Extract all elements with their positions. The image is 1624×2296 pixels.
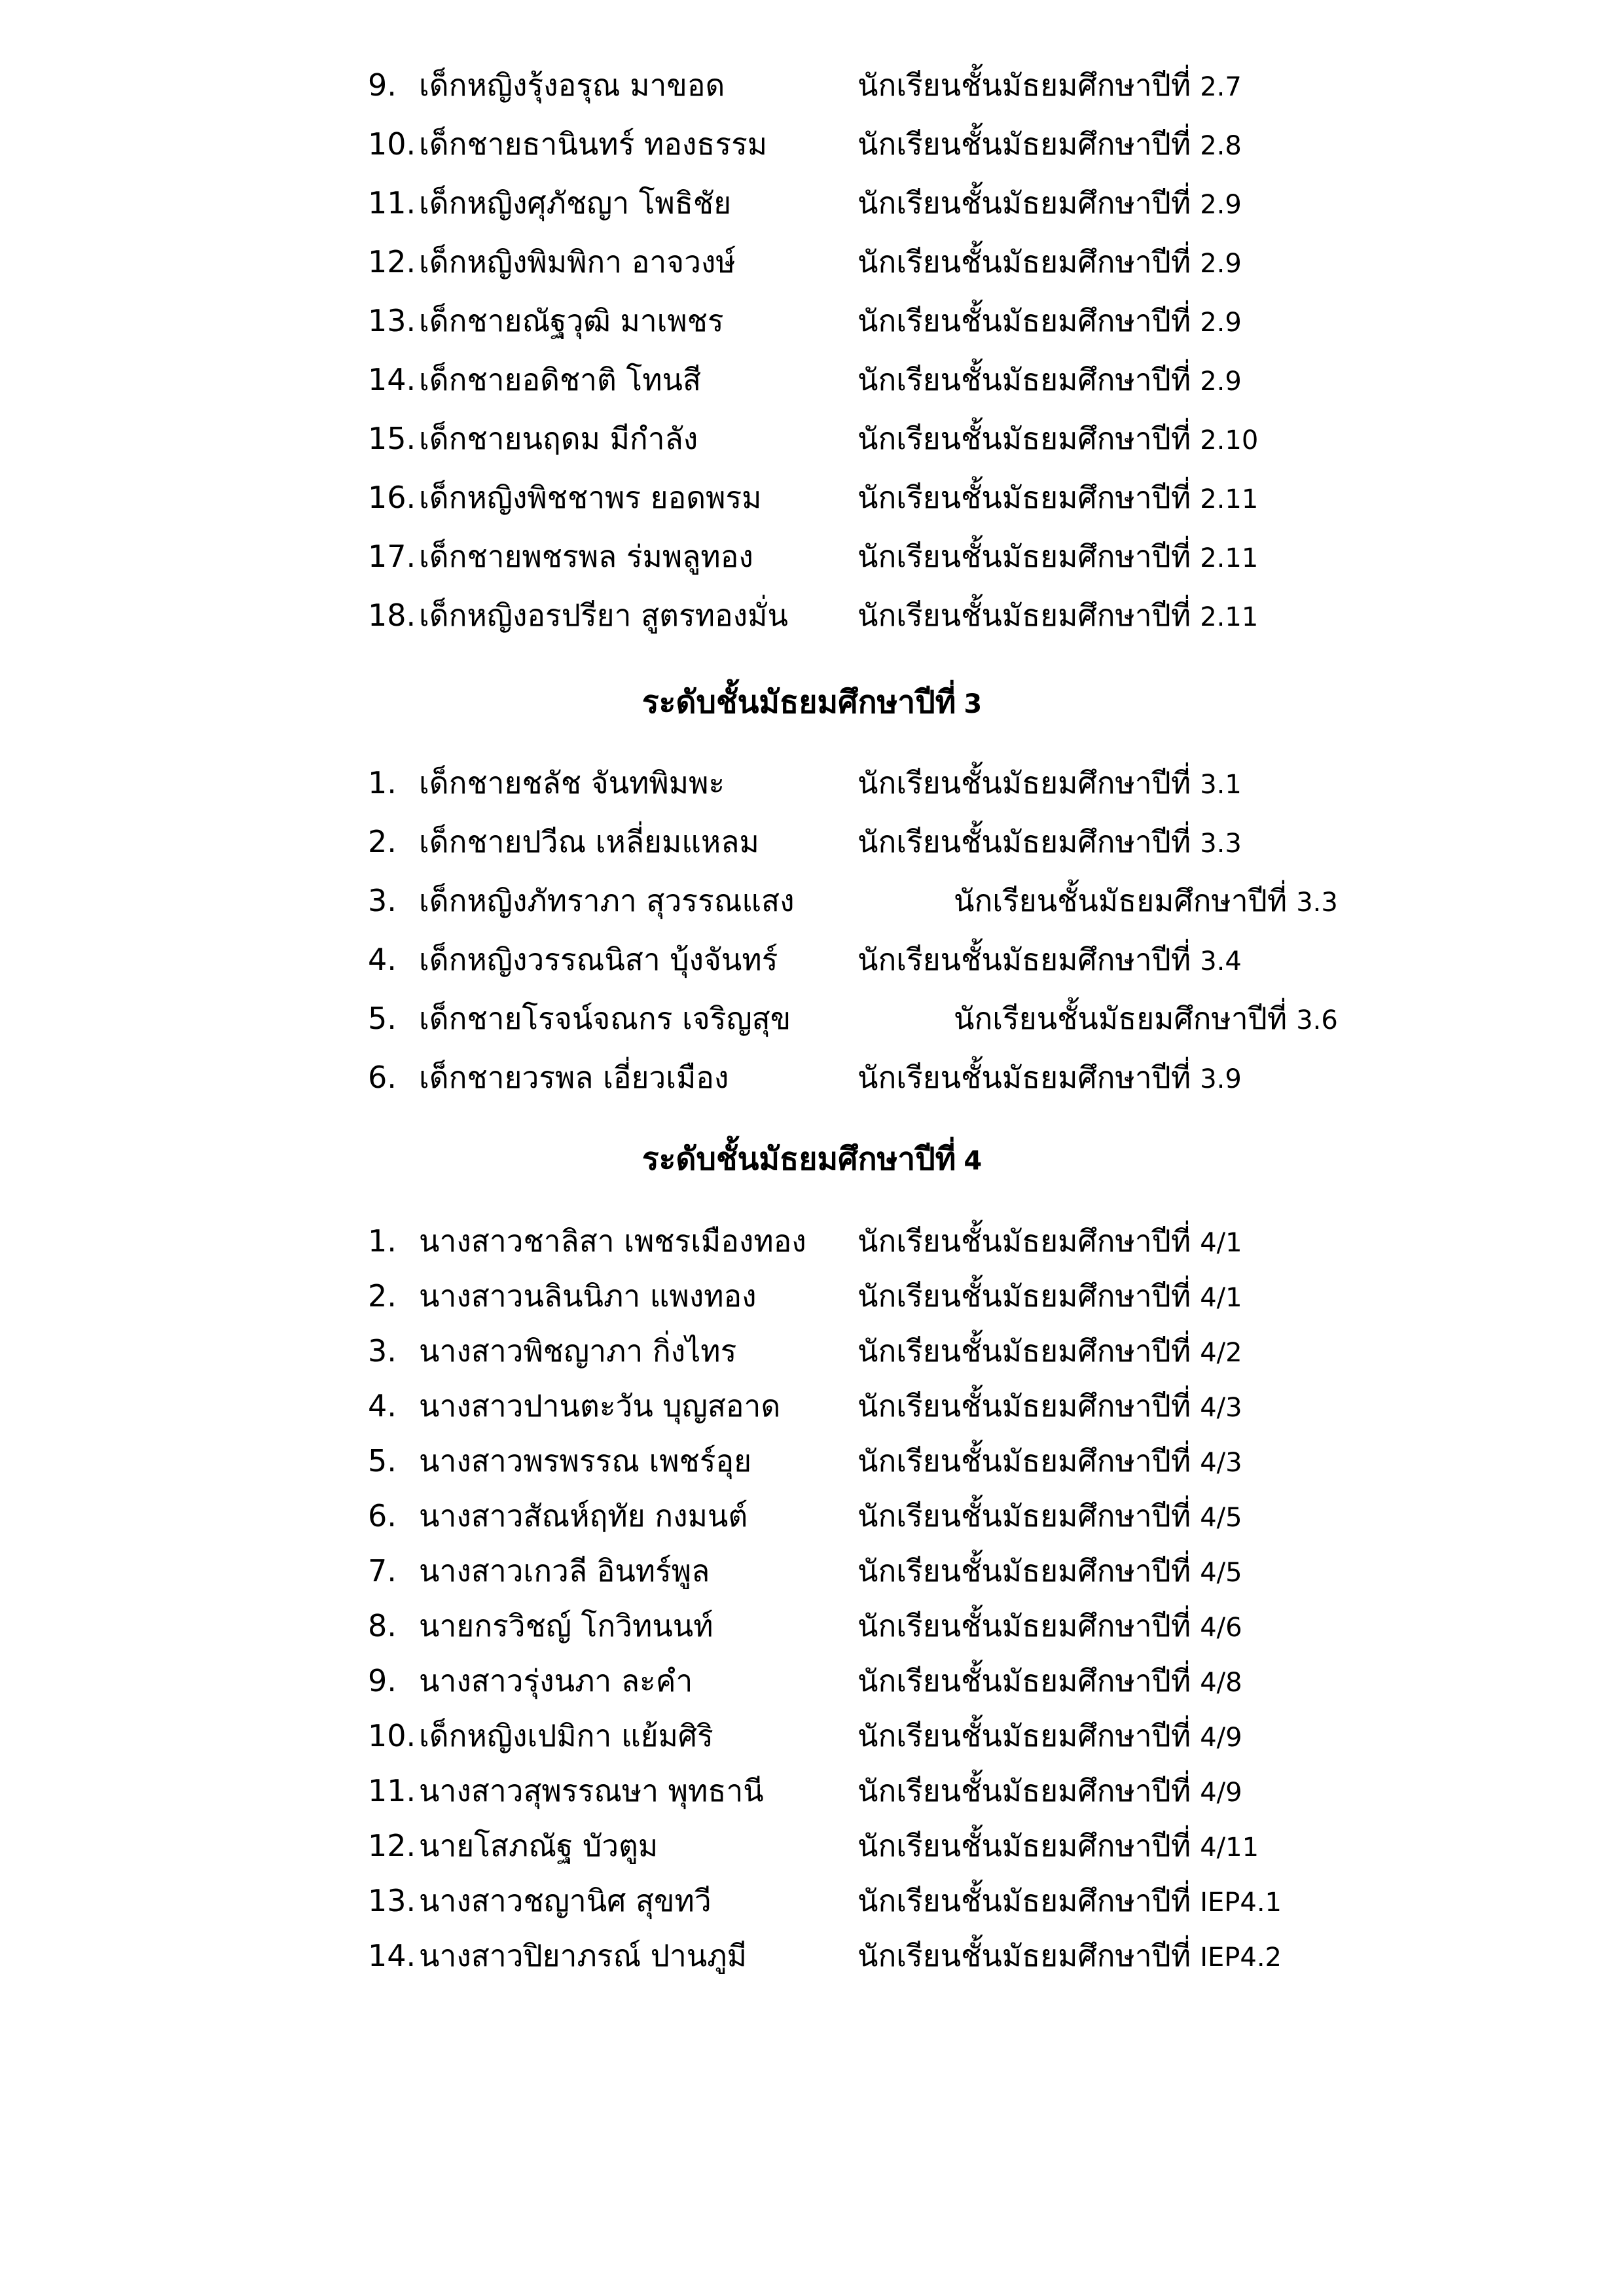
student-name: นางสาวสุพรรณษา พุทธานี — [419, 1773, 764, 1808]
item-number: 1. — [368, 1223, 397, 1259]
student-name: นางสาวปิยาภรณ์ ปานภูมี — [419, 1938, 747, 1973]
item-number: 14. — [368, 362, 416, 397]
class-text: นักเรียนชั้นมัธยมศึกษาปีที่ — [857, 421, 1191, 456]
student-name: เด็กหญิงรุ้งอรุณ มาขอด — [419, 67, 725, 103]
class-code: 2.9 — [1200, 308, 1242, 338]
class-code: 3.1 — [1200, 770, 1242, 800]
item-number: 10. — [368, 126, 416, 162]
class-text: นักเรียนชั้นมัธยมศึกษาปีที่ — [857, 1883, 1191, 1918]
student-name: เด็กหญิงอรปรียา สูตรทองมั่น — [419, 598, 788, 633]
class-code: 2.8 — [1200, 131, 1242, 161]
student-name: เด็กหญิงวรรณนิสา บุ้งจันทร์ — [419, 942, 778, 977]
item-number: 8. — [368, 1608, 397, 1643]
list-item — [0, 528, 1624, 585]
list-item — [0, 1817, 1624, 1874]
class-label — [954, 872, 1338, 931]
class-code: 3.9 — [1200, 1064, 1242, 1094]
class-label — [857, 1762, 1242, 1821]
item-number: 15. — [368, 421, 416, 456]
student-name: เด็กชายณัฐวุฒิ มาเพชร — [419, 303, 724, 338]
item-number: 1. — [368, 765, 397, 800]
item-number: 7. — [368, 1553, 397, 1588]
class-text: นักเรียนชั้นมัธยมศึกษาปีที่ — [857, 1553, 1191, 1588]
class-text: นักเรียนชั้นมัธยมศึกษาปีที่ — [857, 765, 1191, 800]
class-label — [857, 1817, 1259, 1876]
class-label — [857, 1487, 1242, 1547]
class-code: 2.7 — [1200, 72, 1242, 102]
class-text: นักเรียนชั้นมัธยมศึกษาปีที่ — [857, 185, 1191, 221]
item-number: 13. — [368, 303, 416, 338]
heading-text: ระดับชั้นมัธยมศึกษาปีที่ — [641, 684, 956, 721]
student-name: เด็กหญิงศุภัชญา โพธิชัย — [419, 185, 732, 221]
student-name: เด็กชายนฤดม มีกำลัง — [419, 421, 698, 456]
class-label — [954, 990, 1338, 1049]
list-item — [0, 1267, 1624, 1325]
class-text: นักเรียนชั้นมัธยมศึกษาปีที่ — [857, 244, 1191, 279]
list-item — [0, 754, 1624, 812]
item-number: 17. — [368, 539, 416, 574]
list-item — [0, 1597, 1624, 1655]
list-item — [0, 1377, 1624, 1435]
class-label — [857, 1927, 1282, 1986]
item-number: 9. — [368, 1663, 397, 1698]
class-text: นักเรียนชั้นมัธยมศึกษาปีที่ — [954, 883, 1288, 918]
class-code: 4/9 — [1200, 1778, 1242, 1808]
class-label — [857, 410, 1258, 469]
item-number: 12. — [368, 1828, 416, 1863]
class-text: นักเรียนชั้นมัธยมศึกษาปีที่ — [857, 1060, 1191, 1095]
item-number: 2. — [368, 824, 397, 859]
class-label — [857, 528, 1258, 587]
class-code: 4/1 — [1200, 1228, 1242, 1258]
list-item — [0, 1212, 1624, 1270]
item-number: 14. — [368, 1938, 416, 1973]
class-text: นักเรียนชั้นมัธยมศึกษาปีที่ — [954, 1001, 1288, 1036]
list-item — [0, 1542, 1624, 1600]
item-number: 5. — [368, 1001, 397, 1036]
student-name: นางสาวรุ่งนภา ละคำ — [419, 1663, 693, 1698]
list-item — [0, 1049, 1624, 1106]
class-code: 4/9 — [1200, 1723, 1242, 1753]
list-item — [0, 351, 1624, 408]
student-name: เด็กชายพชรพล ร่มพลูทอง — [419, 539, 753, 574]
class-label — [857, 1542, 1242, 1602]
class-label — [857, 586, 1258, 646]
class-code: 3.4 — [1200, 946, 1242, 977]
student-name: นางสาวพิชญาภา กิ่งไทร — [419, 1333, 737, 1369]
class-text: นักเรียนชั้นมัธยมศึกษาปีที่ — [857, 1498, 1191, 1534]
list-item — [0, 1432, 1624, 1490]
class-label — [857, 1049, 1242, 1108]
list-item — [0, 1652, 1624, 1710]
student-name: นางสาวชาลิสา เพชรเมืองทอง — [419, 1223, 806, 1259]
student-name: เด็กหญิงพิชชาพร ยอดพรม — [419, 480, 762, 515]
class-label — [857, 115, 1242, 175]
class-code: IEP4.1 — [1200, 1888, 1282, 1918]
item-number: 11. — [368, 1773, 416, 1808]
list-item — [0, 586, 1624, 644]
class-text: นักเรียนชั้นมัธยมศึกษาปีที่ — [857, 480, 1191, 515]
class-code: 4/5 — [1200, 1558, 1242, 1588]
class-text: นักเรียนชั้นมัธยมศึกษาปีที่ — [857, 1608, 1191, 1643]
class-text: นักเรียนชั้นมัธยมศึกษาปีที่ — [857, 942, 1191, 977]
section-heading — [0, 1130, 1624, 1191]
class-label — [857, 1322, 1242, 1382]
item-number: 5. — [368, 1443, 397, 1479]
class-code: 4/3 — [1200, 1393, 1242, 1423]
class-code: 3.6 — [1296, 1005, 1338, 1035]
class-label — [857, 233, 1242, 293]
student-name: นางสาวนลินนิภา แพงทอง — [419, 1278, 757, 1314]
class-text: นักเรียนชั้นมัธยมศึกษาปีที่ — [857, 126, 1191, 162]
class-label — [857, 1597, 1242, 1657]
list-item — [0, 233, 1624, 291]
class-code: IEP4.2 — [1200, 1943, 1282, 1973]
class-code: 4/2 — [1200, 1338, 1242, 1368]
class-code: 2.11 — [1200, 602, 1259, 632]
student-name: เด็กหญิงภัทราภา สุวรรณแสง — [419, 883, 795, 918]
class-text: นักเรียนชั้นมัธยมศึกษาปีที่ — [857, 598, 1191, 633]
student-name: นางสาวชญานิศ สุขทวี — [419, 1883, 712, 1918]
item-number: 9. — [368, 67, 397, 103]
list-item — [0, 292, 1624, 350]
class-label — [857, 1707, 1242, 1767]
class-text: นักเรียนชั้นมัธยมศึกษาปีที่ — [857, 67, 1191, 103]
class-label — [857, 1652, 1242, 1712]
class-label — [857, 292, 1242, 351]
student-name: นายกรวิชญ์ โกวิทนนท์ — [419, 1608, 713, 1643]
student-name: เด็กหญิงเปมิกา แย้มศิริ — [419, 1718, 713, 1753]
student-name: เด็กชายโรจน์จณกร เจริญสุข — [419, 1001, 791, 1036]
heading-level: 4 — [964, 1146, 983, 1176]
class-label — [857, 1377, 1242, 1437]
item-number: 6. — [368, 1498, 397, 1534]
class-text: นักเรียนชั้นมัธยมศึกษาปีที่ — [857, 1278, 1191, 1314]
item-number: 4. — [368, 942, 397, 977]
heading-text: ระดับชั้นมัธยมศึกษาปีที่ — [641, 1141, 956, 1177]
item-number: 18. — [368, 598, 416, 633]
class-code: 4/6 — [1200, 1613, 1242, 1643]
list-item — [0, 872, 1624, 929]
item-number: 10. — [368, 1718, 416, 1753]
class-code: 4/3 — [1200, 1448, 1242, 1478]
item-number: 11. — [368, 185, 416, 221]
class-text: นักเรียนชั้นมัธยมศึกษาปีที่ — [857, 1718, 1191, 1753]
class-code: 2.11 — [1200, 484, 1259, 514]
class-code: 2.11 — [1200, 543, 1259, 573]
class-code: 2.9 — [1200, 190, 1242, 220]
student-name: นายโสภณัฐ บัวตูม — [419, 1828, 659, 1863]
class-label — [857, 754, 1242, 814]
class-code: 4/1 — [1200, 1283, 1242, 1313]
student-name: เด็กชายวรพล เอี่ยวเมือง — [419, 1060, 729, 1095]
class-text: นักเรียนชั้นมัธยมศึกษาปีที่ — [857, 1663, 1191, 1698]
student-name: นางสาวเกวลี อินทร์พูล — [419, 1553, 710, 1588]
class-code: 3.3 — [1296, 888, 1338, 918]
list-item — [0, 1762, 1624, 1820]
class-label — [857, 1432, 1242, 1492]
class-label — [857, 469, 1258, 528]
class-label — [857, 1212, 1242, 1272]
class-text: นักเรียนชั้นมัธยมศึกษาปีที่ — [857, 1938, 1191, 1973]
class-code: 4/5 — [1200, 1503, 1242, 1533]
list-item — [0, 410, 1624, 467]
class-text: นักเรียนชั้นมัธยมศึกษาปีที่ — [857, 1388, 1191, 1424]
list-item — [0, 1322, 1624, 1380]
list-item — [0, 1707, 1624, 1765]
class-code: 2.9 — [1200, 367, 1242, 397]
class-code: 3.3 — [1200, 829, 1242, 859]
class-text: นักเรียนชั้นมัธยมศึกษาปีที่ — [857, 1333, 1191, 1369]
class-text: นักเรียนชั้นมัธยมศึกษาปีที่ — [857, 1828, 1191, 1863]
item-number: 13. — [368, 1883, 416, 1918]
item-number: 2. — [368, 1278, 397, 1314]
list-item — [0, 174, 1624, 232]
item-number: 3. — [368, 883, 397, 918]
class-code: 2.9 — [1200, 249, 1242, 279]
student-name: นางสาวพรพรรณ เพชร์อุย — [419, 1443, 752, 1479]
class-text: นักเรียนชั้นมัธยมศึกษาปีที่ — [857, 539, 1191, 574]
item-number: 4. — [368, 1388, 397, 1424]
section-heading — [0, 673, 1624, 734]
list-item — [0, 931, 1624, 988]
item-number: 12. — [368, 244, 416, 279]
class-label — [857, 351, 1242, 410]
class-label — [857, 931, 1242, 990]
student-name: เด็กชายธานินทร์ ทองธรรม — [419, 126, 768, 162]
class-text: นักเรียนชั้นมัธยมศึกษาปีที่ — [857, 362, 1191, 397]
student-name: เด็กชายปวีณ เหลี่ยมแหลม — [419, 824, 759, 859]
list-item — [0, 115, 1624, 173]
class-code: 4/8 — [1200, 1668, 1242, 1698]
class-label — [857, 1267, 1242, 1327]
class-text: นักเรียนชั้นมัธยมศึกษาปีที่ — [857, 303, 1191, 338]
class-code: 4/11 — [1200, 1833, 1259, 1863]
class-text: นักเรียนชั้นมัธยมศึกษาปีที่ — [857, 1223, 1191, 1259]
list-item — [0, 469, 1624, 526]
class-code: 2.10 — [1200, 425, 1259, 456]
student-name: เด็กหญิงพิมพิกา อาจวงษ์ — [419, 244, 736, 279]
class-label — [857, 56, 1242, 116]
class-text: นักเรียนชั้นมัธยมศึกษาปีที่ — [857, 1773, 1191, 1808]
student-name: เด็กชายชลัช จันทพิมพะ — [419, 765, 725, 800]
list-item — [0, 813, 1624, 870]
heading-level: 3 — [964, 689, 983, 719]
class-label — [857, 813, 1242, 872]
class-text: นักเรียนชั้นมัธยมศึกษาปีที่ — [857, 1443, 1191, 1479]
list-item — [0, 1487, 1624, 1545]
list-item — [0, 990, 1624, 1047]
list-item — [0, 56, 1624, 114]
class-label — [857, 1872, 1282, 1931]
list-item — [0, 1872, 1624, 1929]
class-text: นักเรียนชั้นมัธยมศึกษาปีที่ — [857, 824, 1191, 859]
student-name: เด็กชายอดิชาติ โทนสี — [419, 362, 702, 397]
item-number: 16. — [368, 480, 416, 515]
list-item — [0, 1927, 1624, 1984]
class-label — [857, 174, 1242, 234]
student-name: นางสาวปานตะวัน บุญสอาด — [419, 1388, 781, 1424]
item-number: 3. — [368, 1333, 397, 1369]
item-number: 6. — [368, 1060, 397, 1095]
student-name: นางสาวสัณห์ฤทัย กงมนต์ — [419, 1498, 748, 1534]
